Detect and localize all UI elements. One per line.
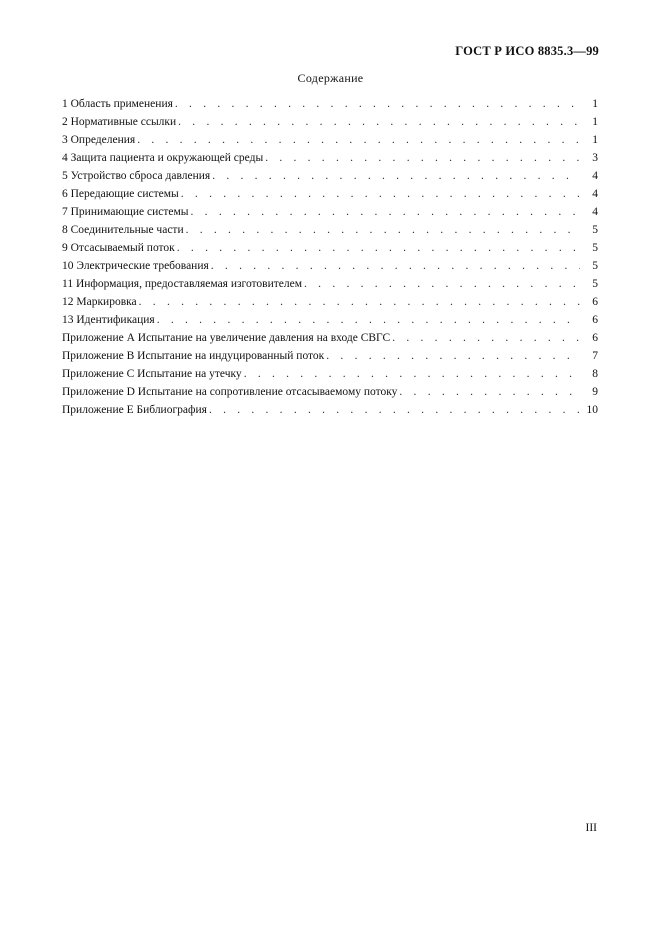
toc-entry-page: 5 — [592, 278, 598, 290]
toc-entry-page: 1 — [592, 134, 598, 146]
toc-entry-page: 7 — [592, 350, 598, 362]
toc-leader-dots — [139, 293, 580, 311]
toc-entry[interactable] — [62, 95, 598, 113]
toc-leader-dots — [326, 347, 580, 365]
toc-entry-page: 6 — [592, 314, 598, 326]
toc-entry-page: 4 — [592, 188, 598, 200]
toc-leader-dots — [137, 131, 580, 149]
toc-entry-label: Приложение D Испытание на сопротивление отсасываемому потоку — [62, 386, 398, 398]
toc-leader-dots — [157, 311, 580, 329]
toc-entry[interactable] — [62, 275, 598, 293]
toc-entry[interactable] — [62, 131, 598, 149]
toc-entry-label: Приложение С Испытание на утечку — [62, 368, 242, 380]
toc-entry-label: 13 Идентификация — [62, 314, 155, 326]
toc-entry[interactable] — [62, 185, 598, 203]
toc-entry-page: 1 — [592, 116, 598, 128]
toc-entry-page: 1 — [592, 98, 598, 110]
toc-entry-label: 1 Область применения — [62, 98, 173, 110]
toc-leader-dots — [175, 95, 580, 113]
toc-leader-dots — [265, 149, 580, 167]
toc-entry-page: 10 — [586, 404, 598, 416]
toc-entry-label: Приложение В Испытание на индуцированный поток — [62, 350, 325, 362]
toc-entry[interactable] — [62, 257, 598, 275]
toc-entry-page: 8 — [592, 368, 598, 380]
toc-entry-page: 4 — [592, 206, 598, 218]
toc-entry-page: 9 — [592, 386, 598, 398]
toc-leader-dots — [211, 257, 580, 275]
toc-entry[interactable] — [62, 365, 598, 383]
toc-entry-page: 5 — [592, 224, 598, 236]
toc-entry[interactable] — [62, 293, 598, 311]
document-code: ГОСТ Р ИСО 8835.3—99 — [455, 44, 599, 58]
toc-entry-label: 8 Соединительные части — [62, 224, 184, 236]
toc-entry-label: 9 Отсасываемый поток — [62, 242, 175, 254]
page-number: III — [585, 822, 597, 834]
toc-leader-dots — [178, 113, 580, 131]
toc-entry[interactable] — [62, 149, 598, 167]
toc-entry[interactable] — [62, 221, 598, 239]
toc-entry-page: 6 — [592, 296, 598, 308]
toc-entry[interactable] — [62, 203, 598, 221]
toc-entry[interactable] — [62, 311, 598, 329]
toc-entry-label: 10 Электрические требования — [62, 260, 209, 272]
toc-entry-label: Приложение А Испытание на увеличение давления на входе СВГС — [62, 332, 391, 344]
toc-entry-page: 6 — [592, 332, 598, 344]
toc-leader-dots — [392, 329, 580, 347]
toc-leader-dots — [191, 203, 580, 221]
toc-leader-dots — [209, 401, 580, 419]
toc-leader-dots — [399, 383, 580, 401]
toc-entry-label: 11 Информация, предоставляемая изготовителем — [62, 278, 303, 290]
toc-entry-label: 2 Нормативные ссылки — [62, 116, 177, 128]
toc-entry-page: 5 — [592, 260, 598, 272]
toc-entry[interactable] — [62, 383, 598, 401]
table-of-contents — [62, 95, 598, 419]
toc-entry-label: 12 Маркировка — [62, 296, 137, 308]
toc-entry[interactable] — [62, 113, 598, 131]
toc-entry[interactable] — [62, 239, 598, 257]
toc-leader-dots — [304, 275, 580, 293]
toc-entry-label: Приложение Е Библиография — [62, 404, 207, 416]
toc-entry-page: 4 — [592, 170, 598, 182]
toc-entry[interactable] — [62, 347, 598, 365]
toc-entry-label: 3 Определения — [62, 134, 136, 146]
toc-leader-dots — [186, 221, 580, 239]
toc-leader-dots — [244, 365, 580, 383]
toc-leader-dots — [181, 185, 580, 203]
toc-entry-page: 3 — [592, 152, 598, 164]
toc-entry[interactable] — [62, 401, 598, 419]
toc-title: Содержание — [297, 71, 364, 85]
toc-leader-dots — [177, 239, 580, 257]
toc-entry-label: 5 Устройство сброса давления — [62, 170, 211, 182]
toc-entry-label: 6 Передающие системы — [62, 188, 179, 200]
toc-entry-label: 7 Принимающие системы — [62, 206, 189, 218]
toc-entry-label: 4 Защита пациента и окружающей среды — [62, 152, 264, 164]
toc-entry[interactable] — [62, 167, 598, 185]
toc-entry[interactable] — [62, 329, 598, 347]
toc-leader-dots — [212, 167, 580, 185]
toc-entry-page: 5 — [592, 242, 598, 254]
